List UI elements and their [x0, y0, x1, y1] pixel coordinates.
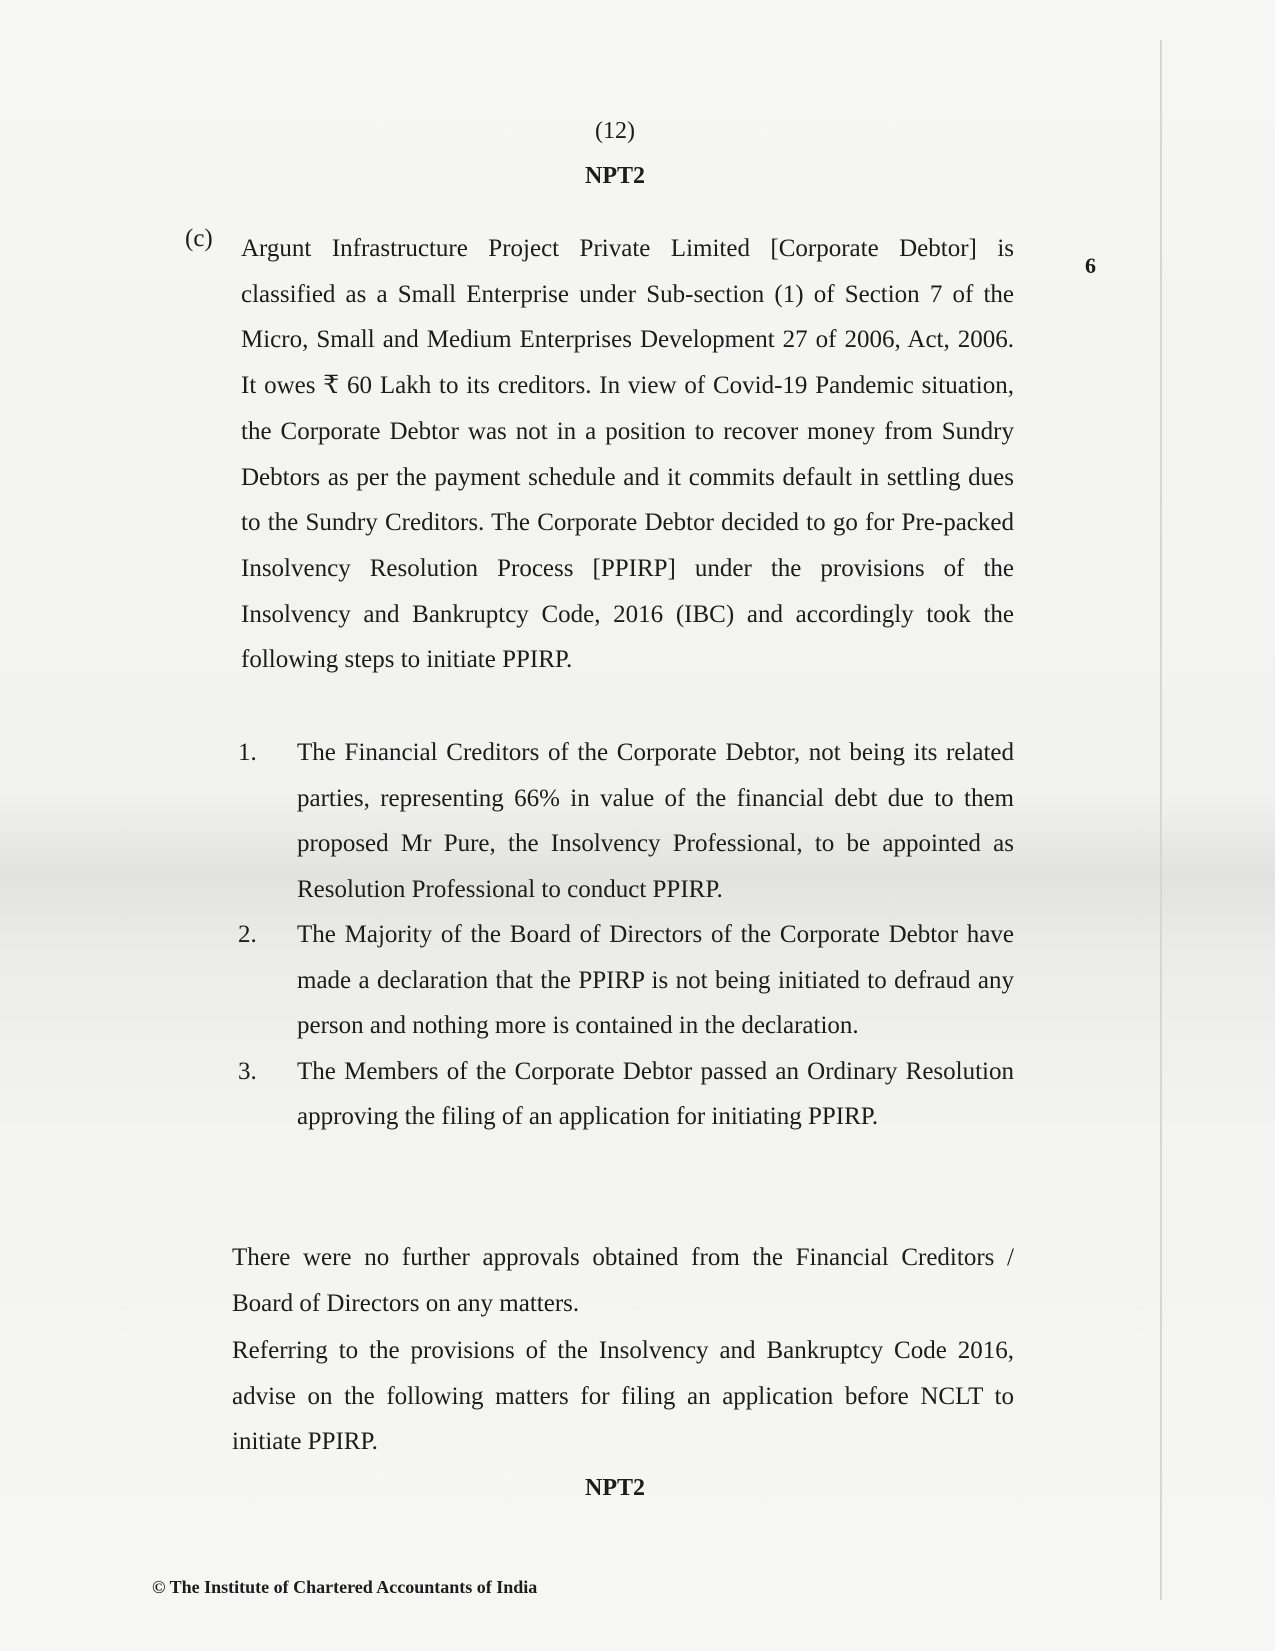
- question-marks: 6: [1085, 253, 1096, 278]
- page-number: (12): [595, 118, 635, 144]
- question-label: (c): [185, 225, 213, 252]
- note-paragraph: There were no further approvals obtained from the Financial Creditors / Board of Directors on any matters.: [232, 1244, 1014, 1317]
- step-text: The Financial Creditors of the Corporate Debtor, not being its related parties, representing 66% in value of the financial debt due to them proposed Mr Pure, the Insolvency Professional, to be appointed as Resolution Professional to conduct PPIRP.: [297, 739, 1014, 903]
- steps-list: [238, 730, 1014, 1140]
- copyright-footer: © The Institute of Chartered Accountants of India: [152, 1577, 538, 1597]
- page-edge-shadow: [1160, 40, 1162, 1600]
- paper-code-footer: NPT2: [585, 1475, 645, 1501]
- step-item: [238, 1049, 1014, 1140]
- step-number: 2.: [238, 921, 257, 948]
- question-intro: Argunt Infrastructure Project Private Limited [Corporate Debtor] is classified as a Small Enterprise under Sub-section (1) of Section 7 of the Micro, Small and Medium Enterprises Development 27 of 2006, Act, 2006. It owes ₹ 60 Lakh to its creditors. In view of Covid-19 Pandemic situation, the Corporate Debtor was not in a position to recover money from Sundry Debtors as per the payment schedule and it commits default in settling dues to the Sundry Creditors. The Corporate Debtor decided to go for Pre-packed Insolvency Resolution Process [PPIRP] under the provisions of the Insolvency and Bankruptcy Code, 2016 (IBC) and accordingly took the following steps to initiate PPIRP.: [241, 235, 1014, 674]
- paper-code-header: NPT2: [585, 163, 645, 189]
- instruction-paragraph: Referring to the provisions of the Insolvency and Bankruptcy Code 2016, advise on the following matters for filing an application before NCLT to initiate PPIRP.: [232, 1337, 1014, 1455]
- step-number: 1.: [238, 739, 257, 766]
- step-text: The Members of the Corporate Debtor passed an Ordinary Resolution approving the filing of an application for initiating PPIRP.: [297, 1057, 1014, 1130]
- step-item: [238, 912, 1014, 1049]
- step-number: 3.: [238, 1057, 257, 1085]
- step-text: The Majority of the Board of Directors of the Corporate Debtor have made a declaration that the PPIRP is not being initiated to defraud any person and nothing more is contained in the declaration.: [297, 921, 1014, 1039]
- step-item: [238, 730, 1014, 912]
